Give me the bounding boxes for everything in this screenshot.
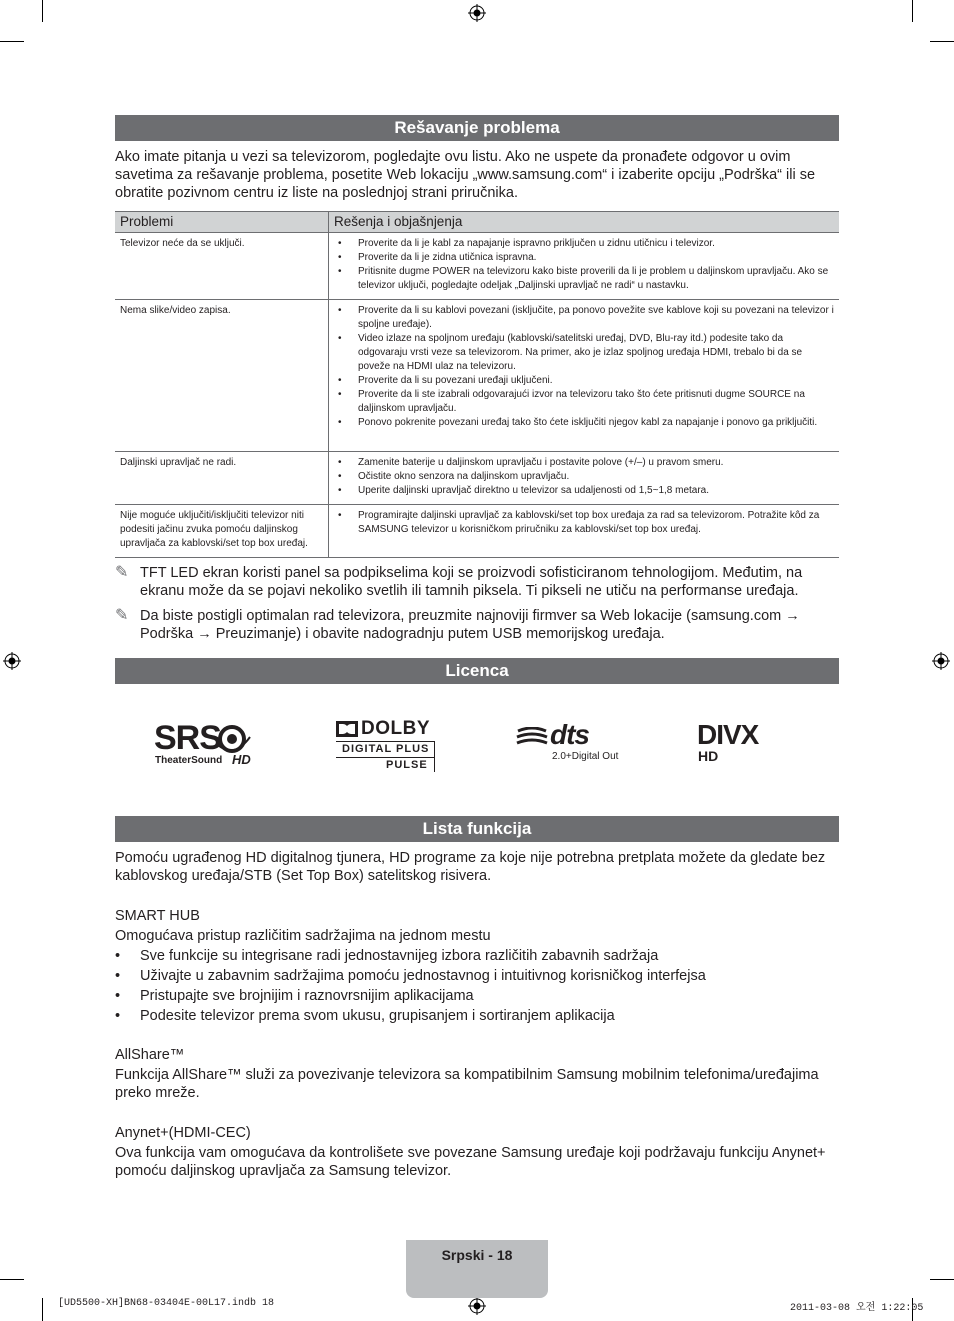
solution-item: • Proverite da li je kabl za napajanje ispravno priključen u zidnu utičnicu i televizor. [358, 237, 834, 251]
dolby-digital-plus-text: DIGITAL PLUS [342, 743, 430, 755]
section-title-features: Lista funkcija [115, 816, 839, 842]
srs-logo [152, 715, 262, 777]
crop-mark [930, 1279, 954, 1280]
solution-item: • Proverite da li su povezani uređaji uključeni. [358, 374, 834, 388]
smarthub-desc: Omogućava pristup različitim sadržajima na jednom mestu [115, 928, 491, 944]
problem-cell: Televizor neće da se uključi. [115, 233, 329, 300]
crop-mark [0, 1279, 24, 1280]
dts-logo [516, 715, 626, 777]
crop-mark [42, 0, 43, 22]
crop-mark [42, 1298, 43, 1321]
table-row [115, 233, 839, 300]
page-number-tab: Srpski - 18 [406, 1240, 548, 1298]
solution-item: • Programirajte daljinski upravljač za kablovski/set top box uređaja za rad sa televizorom. Potražite kôd za SAMSUNG televizor u korisničkom priručniku za kablovski/set top box uređaj. [358, 509, 834, 537]
solution-item: • Proverite da li ste izabrali odgovarajući izvor na televizoru tako što ćete pritisnuti dugme SOURCE na daljinskom upravljaču. [358, 388, 834, 416]
registration-mark-icon [468, 4, 486, 22]
registration-mark-icon [468, 1297, 486, 1315]
dolby-logo [336, 715, 440, 777]
timestamp-slug: 2011-03-08 오전 1:22:05 [790, 1303, 924, 1314]
srs-sub-text: TheaterSound [155, 755, 223, 766]
note-text: Da biste postigli optimalan rad televizora, preuzmite najnoviji firmver sa Web lokacije (samsung.com → Podrška → Preuzimanje) i obavite nadogradnju putem USB memorijskog uređaja. [140, 608, 800, 642]
problem-cell: Nema slike/video zapisa. [115, 300, 329, 452]
dts-swoosh-icon [516, 727, 548, 749]
divx-hd-text: HD [698, 748, 719, 764]
list-item: • Uživajte u zabavnim sadržajima pomoću jednostavnog i intuitivnog korisničkog interfejsa [115, 966, 839, 986]
note-tft [115, 564, 839, 600]
table-header-solutions: Rešenja i objašnjenja [329, 212, 840, 233]
troubleshooting-intro: Ako imate pitanja u vezi sa televizorom, pogledajte ovu listu. Ako ne uspete da pronađete odgovor u ovim savetima za rešavanje problema, posetite Web lokaciju „www.samsung.com“ i izaberite opciju „Podrška“ ili se obratite pozivnom centru iz liste na poslednjoj strani priručnika. [115, 149, 816, 201]
features-intro: Pomoću ugrađenog HD digitalnog tjunera, HD programe za koje nije potrebna pretplata možete da gledate bez kablovskog uređaja/STB (Set Top Box) satelitskog risivera. [115, 850, 826, 884]
smarthub-heading: SMART HUB [115, 908, 200, 924]
crop-mark [930, 41, 954, 42]
note-pencil-icon: ✎ [115, 564, 129, 581]
list-item: • Sve funkcije su integrisane radi jednostavnijeg izbora različitih zabavnih sadržaja [115, 946, 839, 966]
srs-circle-icon [216, 723, 252, 755]
dts-sub-text: 2.0+Digital Out [552, 751, 619, 762]
note-firmware [115, 607, 839, 643]
dolby-pulse-text: PULSE [386, 759, 428, 771]
dts-text: dts [550, 719, 589, 750]
table-row [115, 300, 839, 452]
divx-text: DIVX [697, 719, 759, 750]
problem-cell: Daljinski upravljač ne radi. [115, 452, 329, 505]
list-item: • Podesite televizor prema svom ukusu, grupisanjem i sortiranjem aplikacija [115, 1006, 839, 1026]
table-row [115, 452, 839, 505]
problem-cell: Nije moguće uključiti/isključiti televizor niti podesiti jačinu zvuka pomoću daljinskog upravljača za kablovski/set top box uređaj. [115, 505, 329, 558]
note-pencil-icon: ✎ [115, 607, 129, 624]
file-slug: [UD5500-XH]BN68-03404E-00L17.indb 18 [58, 1298, 275, 1309]
anynet-heading: Anynet+(HDMI-CEC) [115, 1125, 251, 1141]
solutions-cell [329, 233, 840, 300]
crop-mark [0, 41, 24, 42]
solution-item: • Proverite da li je zidna utičnica ispravna. [358, 251, 834, 265]
solution-item: • Očistite okno senzora na daljinskom upravljaču. [358, 470, 834, 484]
note-text: TFT LED ekran koristi panel sa podpikselima koji se proizvodi sofisticiranom tehnologijom. Međutim, na ekranu može da se pojavi nekoliko svetlih ili tamnih piksela. Ti pikseli ne utiču na performanse uređaja. [140, 565, 803, 599]
solution-item: • Pritisnite dugme POWER na televizoru kako biste proverili da li je problem u daljinskom upravljaču. Ako se televizor uključi, pogledajte odeljak „Daljinski upravljač ne radi“ u nastavku. [358, 265, 834, 293]
allshare-desc: Funkcija AllShare™ služi za povezivanje televizora sa kompatibilnim Samsung mobilnim telefonima/uređajima preko mreže. [115, 1067, 819, 1101]
srs-hd-text: HD [232, 752, 251, 767]
list-item: • Pristupajte sve brojnijim i raznovrsnijim aplikacijama [115, 986, 839, 1006]
allshare-heading: AllShare™ [115, 1047, 185, 1063]
solution-item: • Uperite daljinski upravljač direktno u televizor sa udaljenosti od 1,5~1,8 metara. [358, 484, 834, 498]
anynet-desc: Ova funkcija vam omogućava da kontrolišete sve povezane Samsung uređaje koji podržavaju funkciju Anynet+ pomoću daljinskog upravljača za Samsung televizor. [115, 1145, 826, 1179]
divx-logo [697, 715, 797, 777]
section-title-troubleshooting: Rešavanje problema [115, 115, 839, 141]
solution-item: • Video izlaze na spoljnom uređaju (kablovski/satelitski uređaj, DVD, Blu-ray itd.) podesite tako da odgovaraju vrsti veze sa televizorom. Na primer, ako je izlaz spoljnog uređaja HDMI, trebalo bi da se poveže na HDMI ulaz na televizoru. [358, 332, 834, 374]
smarthub-list [115, 946, 839, 1026]
solutions-cell [329, 452, 840, 505]
crop-mark [912, 0, 913, 22]
section-title-license: Licenca [115, 658, 839, 684]
registration-mark-icon [932, 652, 950, 670]
solution-item: • Zamenite baterije u daljinskom upravljaču i postavite polove (+/–) u pravom smeru. [358, 456, 834, 470]
table-header-problems: Problemi [115, 212, 329, 233]
srs-logo-text: SRS [154, 719, 221, 757]
solution-item: • Ponovo pokrenite povezani uređaj tako što ćete isključiti njegov kabl za napajanje i ponovo ga priključiti. [358, 416, 834, 430]
solutions-cell [329, 505, 840, 558]
registration-mark-icon [3, 652, 21, 670]
table-row [115, 505, 839, 558]
solution-item: • Proverite da li su kablovi povezani (isključite, pa ponovo povežite sve kablove koji su povezani na televizor i spoljne uređaje). [358, 304, 834, 332]
troubleshooting-table [115, 211, 839, 558]
dolby-double-d-icon [336, 721, 358, 737]
solutions-cell [329, 300, 840, 452]
dolby-text: DOLBY [361, 718, 430, 739]
